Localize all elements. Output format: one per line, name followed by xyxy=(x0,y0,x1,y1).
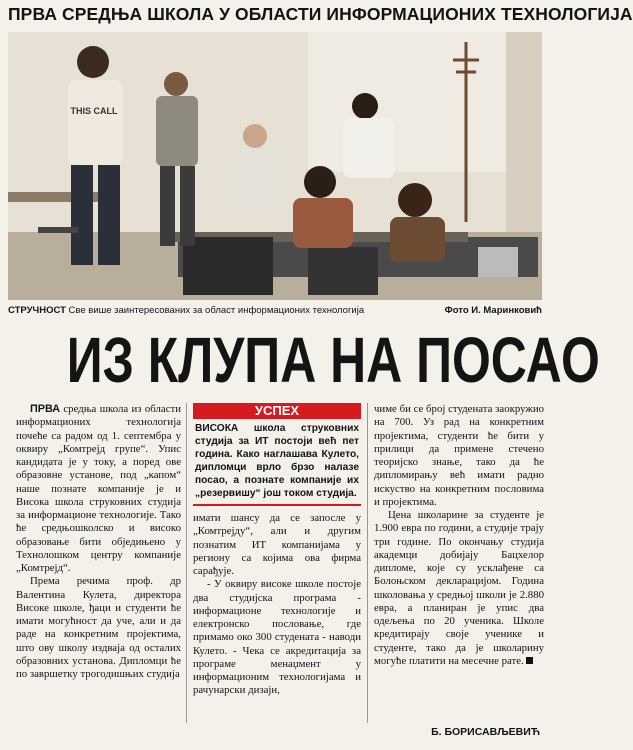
column-divider xyxy=(367,403,368,723)
paragraph xyxy=(193,578,361,697)
paragraph xyxy=(374,509,544,668)
column-divider xyxy=(186,403,187,723)
paragraph-text: имати шансу да се запосле у „Комтрејду“, али и другим познатим ИТ компанијама у региону са којима ова фирма сарађује. xyxy=(193,512,361,577)
paragraph-text: средња школа из области информационих технологија почеће са радом од 1. септембра у оквиру „Комтрејд групе“. Упис кандидата је у току, а поред ове образовне установе, под „капом“ наше познате компаније је и Висока школа струковних студија за информационе технологије. Тако ће средњошколско и високо образовање бити обједињено у Технолошком центру компаније „Комтрејд“. xyxy=(16,403,181,574)
article-column-1 xyxy=(16,403,181,681)
paragraph xyxy=(16,403,181,575)
paragraph xyxy=(193,512,361,578)
paragraph-text: - У оквиру високе школе постоје два студијска програма - информационе технологије и електронско пословање, где примамо око 300 студената - наводи Кулето. - Чека се акредитација за програме менаџмент у информационим технологијама и рачунарски дизајн, xyxy=(193,578,361,697)
paragraph-text: Цена школарине за студенте је 1.900 евра по години, а студије трају три године. По окончању студија академци добијају Бацхелор дипломе, које су усклађене са Болоњском декларацијом. Година школовања у средњој школи је 2.880 евра, а планиран је упис два одељења по 20 ученика. Школе кредитирају своје ученике и студенте, тако да је школарину могуће платити на месечне рате. xyxy=(374,509,544,667)
kicker-heading: ПРВА СРЕДЊА ШКОЛА У ОБЛАСТИ ИНФОРМАЦИОНИХ ТЕХНОЛОГИЈА xyxy=(8,4,633,24)
paragraph-text: Према речима проф. др Валентина Кулета, директора Високе школе, ђаци и студенти ће имати могућност да уче, али и да раде на конкретним пројектима, што ову школу издваја од осталих образовних установа. Дипломци ће по завршетку трогодишњих студија xyxy=(16,575,181,680)
caption-text: Све више заинтересованих за област информационих технологија xyxy=(68,305,365,316)
headline: ИЗ КЛУПА НА ПОСАО xyxy=(66,324,600,396)
paragraph xyxy=(16,575,181,681)
sidebar-box-label: УСПЕХ xyxy=(193,403,361,419)
photo-credit: Фото И. Маринковић xyxy=(444,305,542,316)
caption-tag: СТРУЧНОСТ xyxy=(8,305,66,316)
article-photo xyxy=(8,32,542,300)
sidebar-box-text: ВИСОКА школа струковних студија за ИТ постоји већ пет година. Како наглашава Кулето, дипломци врло брзо налазе посао, а познате компаније их „резервишу“ још током студија. xyxy=(193,422,361,506)
article-column-3 xyxy=(374,403,544,668)
classroom-photo-illustration xyxy=(8,32,542,300)
end-mark-icon xyxy=(526,657,533,664)
paragraph xyxy=(374,403,544,509)
paragraph-text: чиме би се број студената заокружио на 700. Уз рад на конкретним пројектима, студенти ће бити у прилици да примене стечено теоријско знање, тако да ће дипломирању већ имати радно искуство на конкретним пословима и пројектима. xyxy=(374,403,544,508)
byline: Б. БОРИСАВЉЕВИЋ xyxy=(431,726,540,738)
photo-caption xyxy=(8,305,542,319)
lead-word: ПРВА xyxy=(30,403,61,415)
article-column-2 xyxy=(193,403,361,698)
shirt-print: THIS CALL xyxy=(70,106,118,116)
